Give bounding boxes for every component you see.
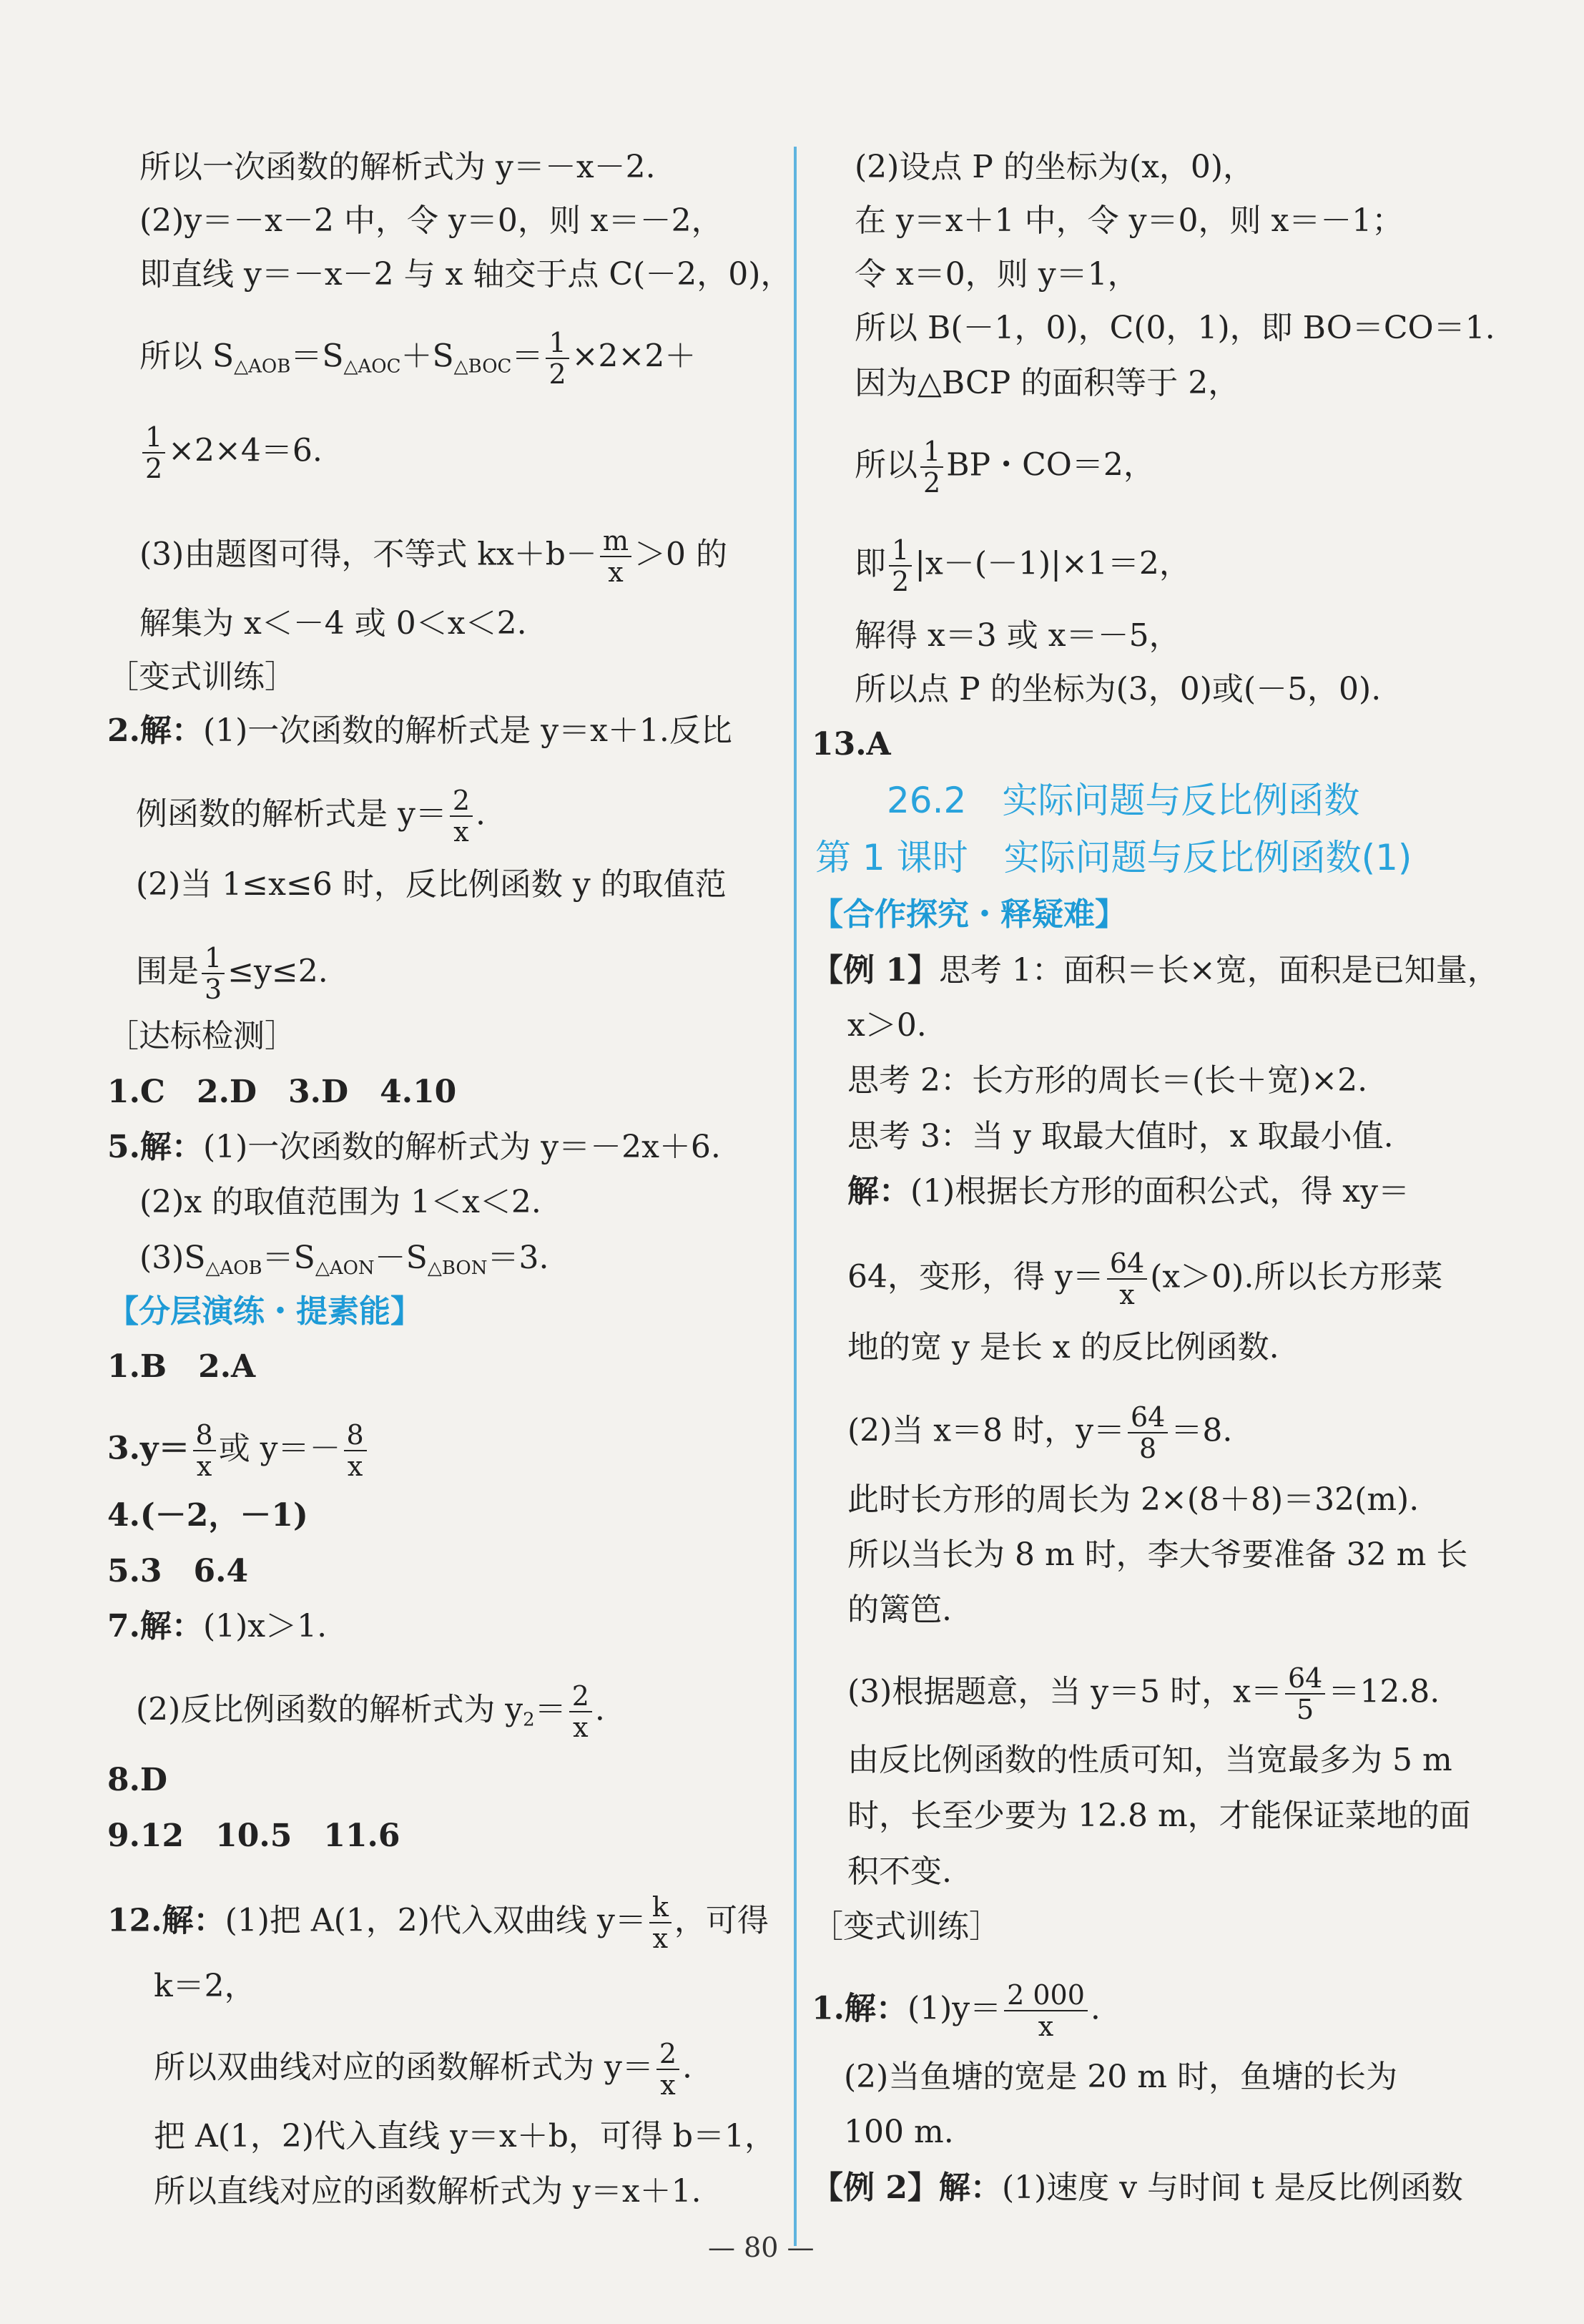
area-equation-line: 所以 $S_{\triangle AOB}=S_{\triangle AOC}+S_{\triangle BOC}=$ $\frac{1}{2}$ ×2×2＋: [139, 327, 697, 390]
example-item: 【例 1】思考 1：面积＝长×宽，面积是已知量，: [812, 952, 1499, 989]
text-line: (2)y＝－x－2 中，令 y＝0，则 x＝－2，: [139, 202, 723, 239]
text-line: (2)反比例函数的解析式为 $y_2=$ $\frac{2}{x}$ .: [136, 1680, 605, 1743]
text-line: 的篱笆.: [847, 1592, 952, 1628]
answer-list: 9.12 10.5 11.6: [107, 1818, 400, 1854]
fraction: $\frac{1}{2}$: [546, 328, 569, 389]
text-line: 所以直线对应的函数解析式为 y＝x＋1.: [154, 2173, 702, 2210]
text-line: x＞0.: [847, 1007, 927, 1044]
section-label: ［变式训练］: [812, 1908, 1000, 1945]
fraction: $\frac{1}{2}$: [142, 422, 165, 484]
inequality-line: (3)由题图可得，不等式 kx＋b－ $\frac{m}{x}$ ＞0 的: [139, 525, 727, 588]
text-line: (2)x 的取值范围为 1＜x＜2.: [139, 1184, 541, 1220]
text-line: (2)当鱼塘的宽是 20 m 时，鱼塘的长为: [844, 2059, 1397, 2095]
text-line: 解：(1)根据长方形的面积公式，得 xy＝: [847, 1173, 1410, 1210]
text-line: 所以 $\frac{1}{2}$ BP・CO＝2，: [855, 436, 1155, 499]
text-line: 由反比例函数的性质可知，当宽最多为 5 m: [847, 1742, 1452, 1778]
text-line: 64，变形，得 y＝ $\frac{64}{x}$ (x＞0).所以长方形菜: [847, 1247, 1443, 1310]
answer-item: 12.解：(1)把 A(1，2)代入双曲线 y＝ $\frac{k}{x}$ ，可得: [107, 1891, 769, 1954]
answer-list: 1.C 2.D 3.D 4.10: [107, 1074, 457, 1110]
text-line: 把 A(1，2)代入直线 y＝x＋b，可得 b＝1，: [154, 2118, 777, 2154]
text-line: 在 y＝x＋1 中，令 y＝0，则 x＝－1；: [855, 202, 1404, 239]
answer-item: 4.(－2，－1): [107, 1497, 308, 1534]
text-line: 围是 $\frac{1}{3}$ ≤y≤2.: [136, 942, 328, 1005]
text-line: $\frac{1}{2}$ ×2×4＝6.: [139, 422, 323, 484]
fraction: $\frac{8}{x}$: [193, 1420, 216, 1481]
fraction: $\frac{64}{5}$: [1285, 1663, 1325, 1725]
fraction: $\frac{64}{x}$: [1107, 1248, 1147, 1310]
section-label: ［达标检测］: [107, 1018, 296, 1054]
text-line: 所以当长为 8 m 时，李大爷要准备 32 m 长: [847, 1536, 1468, 1573]
answer-item: 1.解：(1)y＝ $\frac{2 000}{x}$ .: [812, 1979, 1101, 2042]
text-line: (2)当 1≤x≤6 时，反比例函数 y 的取值范: [136, 866, 727, 903]
text-line: 所以双曲线对应的函数解析式为 y＝ $\frac{2}{x}$ .: [154, 2038, 693, 2101]
text-line: 即直线 y＝－x－2 与 x 轴交于点 C(－2，0)，: [139, 256, 792, 293]
fraction: $\frac{8}{x}$: [344, 1420, 367, 1481]
answer-list: 5.3 6.4: [107, 1553, 249, 1589]
fraction: $\frac{2}{x}$: [656, 2039, 679, 2100]
text-line: 所以点 P 的坐标为(3，0)或(－5，0).: [855, 671, 1382, 707]
text-line: 所以 B(－1，0)，C(0，1)，即 BO＝CO＝1.: [855, 310, 1495, 346]
fraction: $\frac{2}{x}$: [569, 1681, 592, 1742]
example-item: 【例 2】解：(1)速度 v 与时间 t 是反比例函数: [812, 2169, 1463, 2206]
answer-list: 1.B 2.A: [107, 1348, 256, 1385]
lesson-title: 第 1 课时 实际问题与反比例函数(1): [815, 837, 1412, 878]
text-line: k＝2，: [154, 1968, 256, 2004]
fraction: $\frac{2}{x}$: [450, 785, 473, 847]
section-heading: 【分层演练・提素能】: [107, 1293, 422, 1330]
text-line: 解得 x＝3 或 x＝－5，: [855, 617, 1181, 654]
fraction: $\frac{1}{2}$: [920, 436, 943, 498]
text-line: $(3)S_{\triangle AOB}=S_{\triangle AON}-S_{\triangle BON}=3$.: [139, 1240, 549, 1279]
text-line: 即 $\frac{1}{2}$ |x－(－1)|×1＝2，: [855, 534, 1191, 597]
text-line: (2)当 x＝8 时，y＝ $\frac{64}{8}$ ＝8.: [847, 1401, 1233, 1464]
fraction: $\frac{m}{x}$: [600, 526, 631, 587]
fraction: $\frac{64}{8}$: [1128, 1402, 1168, 1463]
answer-item: 8.D: [107, 1762, 168, 1798]
answer-item: 7.解：(1)x＞1.: [107, 1608, 328, 1644]
page-number: — 80 —: [708, 2232, 815, 2263]
text-line: 地的宽 y 是长 x 的反比例函数.: [847, 1329, 1279, 1366]
fraction: $\frac{k}{x}$: [649, 1892, 672, 1953]
fraction: $\frac{1}{3}$: [202, 943, 225, 1004]
text-line: 所以一次函数的解析式为 y＝－x－2.: [139, 149, 656, 185]
answer-item: 13.A: [812, 726, 891, 763]
text-line: 100 m.: [844, 2114, 954, 2150]
text-line: 令 x＝0，则 y＝1，: [855, 256, 1139, 293]
section-title: 26.2 实际问题与反比例函数: [887, 780, 1360, 821]
section-heading: 【合作探究・释疑难】: [812, 896, 1126, 933]
text-line: 解集为 x＜－4 或 0＜x＜2.: [139, 605, 527, 642]
column-divider: [794, 147, 797, 2246]
text-line: (2)设点 P 的坐标为(x，0)，: [855, 149, 1255, 185]
answer-item: 2.解：(1)一次函数的解析式是 y＝x＋1.反比: [107, 712, 732, 749]
fraction: $\frac{2 000}{x}$: [1004, 1980, 1088, 2041]
text-line: 思考 2：长方形的周长＝(长＋宽)×2.: [847, 1062, 1368, 1099]
section-label: ［变式训练］: [107, 659, 296, 695]
text-line: 此时长方形的周长为 2×(8＋8)＝32(m).: [847, 1481, 1420, 1518]
text-line: 时，长至少要为 12.8 m，才能保证菜地的面: [847, 1798, 1471, 1834]
fraction: $\frac{1}{2}$: [889, 535, 912, 597]
text-line: 积不变.: [847, 1853, 952, 1890]
text-line: 例函数的解析式是 y＝ $\frac{2}{x}$ .: [136, 785, 486, 848]
text-line: (3)根据题意，当 y＝5 时，x＝ $\frac{64}{5}$ ＝12.8.: [847, 1662, 1440, 1725]
answer-item: 3.y＝ $\frac{8}{x}$ 或 y＝－ $\frac{8}{x}$: [107, 1420, 370, 1481]
answer-item: 5.解：(1)一次函数的解析式为 y＝－2x＋6.: [107, 1129, 721, 1165]
text-line: 思考 3：当 y 取最大值时，x 取最小值.: [847, 1118, 1394, 1154]
text-line: 因为△BCP 的面积等于 2，: [855, 365, 1240, 401]
